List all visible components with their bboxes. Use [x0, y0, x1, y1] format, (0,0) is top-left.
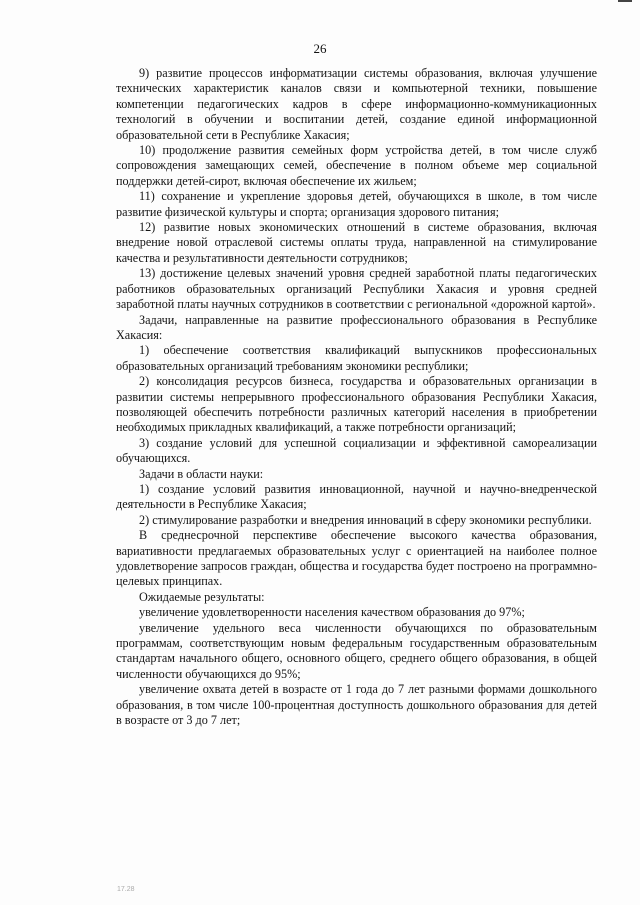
paragraph: 1) создание условий развития инновационной, научной и научно-внедренческой деятельности в Республике Хакасия; [116, 481, 597, 512]
scan-corner-mark [618, 0, 632, 2]
paragraph: увеличение удельного веса численности обучающихся по образовательным программам, соответствующим новым федеральным государственным образовательным стандартам начального общего, основного общего, среднего общего образования, в общей численности обучающихся до 95%; [116, 620, 597, 681]
footer-mark: 17.28 [117, 886, 135, 893]
paragraph: 11) сохранение и укрепление здоровья детей, обучающихся в школе, в том числе развитие физической культуры и спорта; организация здорового питания; [116, 189, 597, 219]
paragraph: 10) продолжение развития семейных форм устройства детей, в том числе служб сопровождения замещающих семей, обеспечение в полном объеме мер социальной поддержки детей-сирот, включая обеспечение их жильем; [116, 143, 597, 188]
paragraph: В среднесрочной перспективе обеспечение высокого качества образования, вариативности предлагаемых образовательных услуг с ориентацией на наиболее полное удовлетворение запросов граждан, общества и государства будет построено на программно-целевых принципах. [116, 528, 597, 589]
paragraph: 1) обеспечение соответствия квалификаций выпускников профессиональных образовательных организаций требованиям экономики республики; [116, 343, 597, 373]
paragraph: увеличение удовлетворенности населения качеством образования до 97%; [139, 605, 525, 620]
paragraph: Ожидаемые результаты: [139, 589, 265, 604]
paragraph: Задачи в области науки: [139, 466, 264, 481]
document-body [116, 66, 597, 728]
paragraph: 9) развитие процессов информатизации системы образования, включая улучшение технических характеристик каналов связи и компьютерной техники, повышение компетенции педагогических кадров в сфере информационно-коммуникационных технологий в обучении и воспитании детей, создание единой информационной образовательной сети в Республике Хакасия; [116, 66, 597, 142]
paragraph: 2) консолидация ресурсов бизнеса, государства и образовательных организации в развитии системы непрерывного профессионального образования Республики Хакасия, позволяющей обеспечить потребности различных категорий населения в приобретении необходимых прикладных квалификаций, а также потребности организаций; [116, 374, 597, 435]
paragraph: 2) стимулирование разработки и внедрения инноваций в сферу экономики республики. [139, 512, 592, 527]
paragraph: Задачи, направленные на развитие профессионального образования в Республике Хакасия: [116, 312, 597, 342]
paragraph: увеличение охвата детей в возрасте от 1 года до 7 лет разными формами дошкольного образования, в том числе 100-процентная доступность дошкольного образования для детей в возрасте от 3 до 7 лет; [116, 682, 597, 728]
page-number: 26 [313, 41, 327, 56]
paragraph: 13) достижение целевых значений уровня средней заработной платы педагогических работников образовательных организаций Республики Хакасия и уровня средней заработной платы научных сотрудников в соответствии с региональной «дорожной картой». [116, 266, 597, 312]
paragraph: 12) развитие новых экономических отношений в системе образования, включая внедрение новой отраслевой системы оплаты труда, направленной на стимулирование качества и результативности деятельности сотрудников; [116, 220, 597, 265]
paragraph: 3) создание условий для успешной социализации и эффективной самореализации обучающихся. [116, 435, 597, 466]
